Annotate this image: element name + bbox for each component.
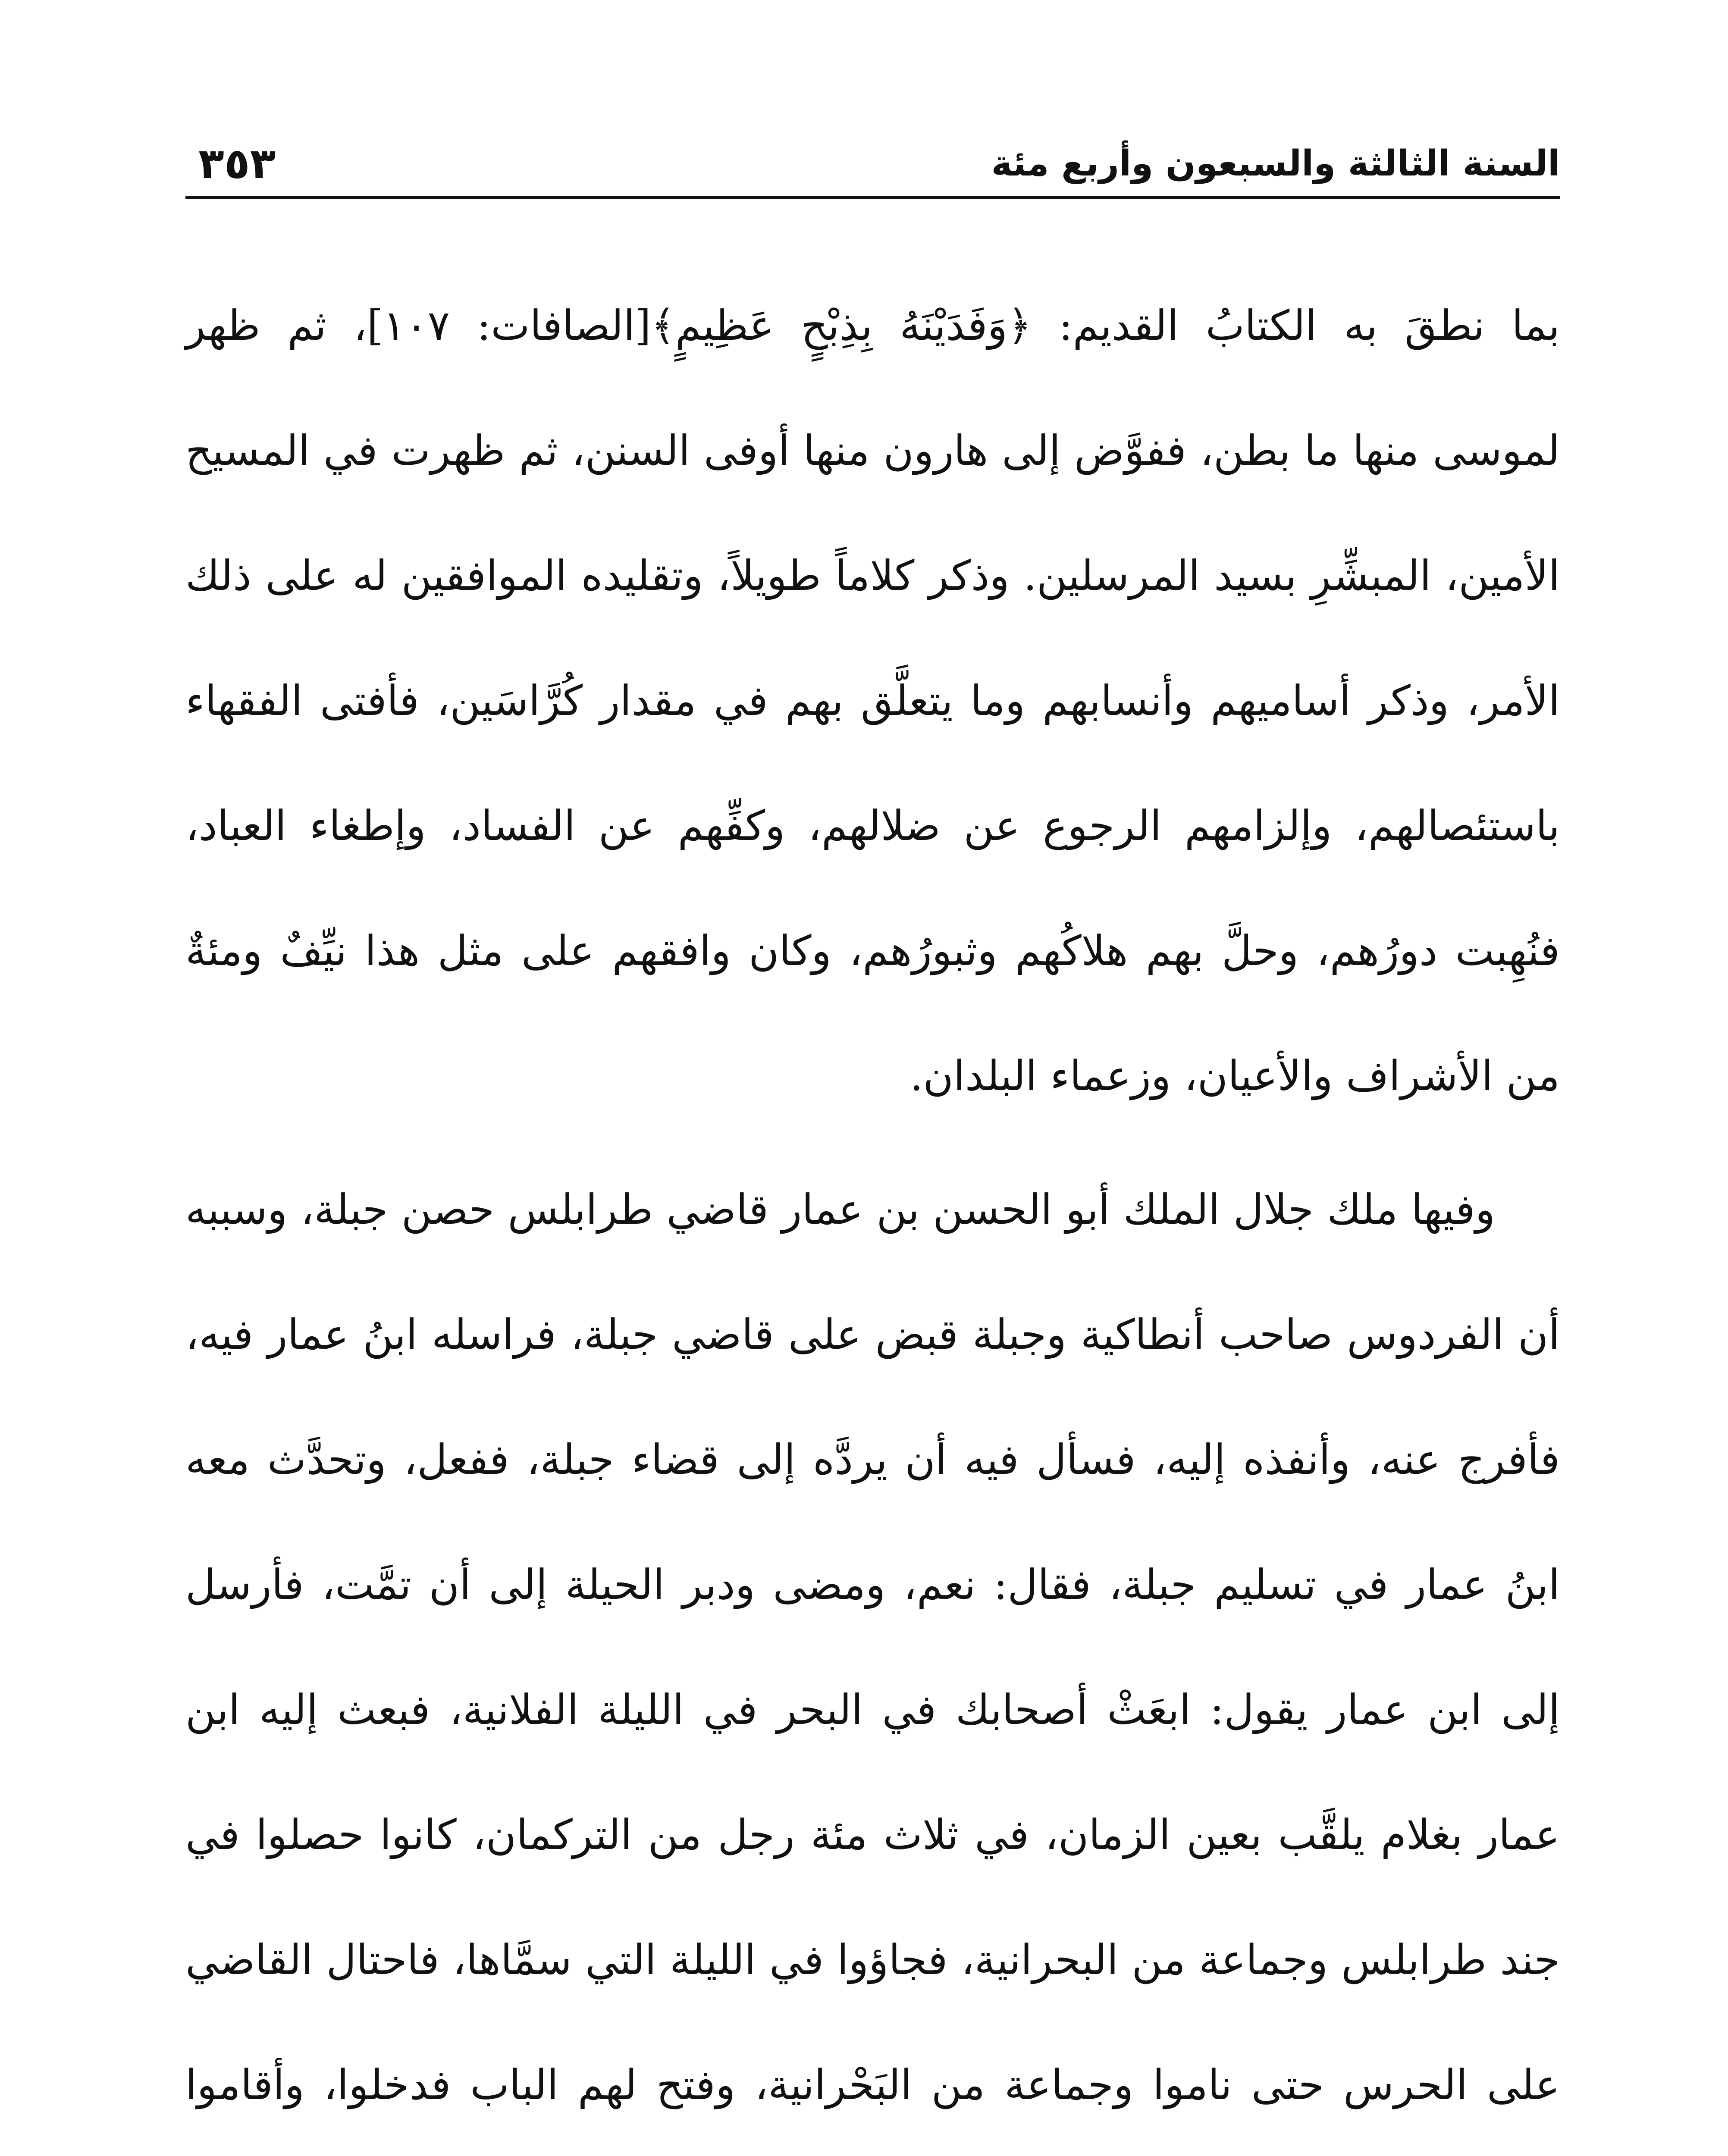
paragraph-continuation: بما نطقَ به الكتابُ القديم: ﴿وَفَدَيْنَهُ بِذِبْحٍ عَظِيمٍ﴾[الصافات: ١٠٧]، ثم ظهر لموسى منها ما بطن، ففوَّض إلى هارون منها أوفى السنن، ثم ظهرت في المسيح الأمين، المبشِّرِ بسيد المرسلين. وذكر كلاماً طويلاً، وتقليده الموافقين له على ذلك الأمر، وذكر أساميهم وأنسابهم وما يتعلَّق بهم في مقدار كُرَّاسَين، فأفتى الفقهاء باستئصالهم، وإلزامهم الرجوع عن ضلالهم، وكفِّهم عن الفساد، وإطغاء العباد، فنُهِبت دورُهم، وحلَّ بهم هلاكُهم وثبورُهم، وكان وافقهم على مثل هذا نيِّفٌ ومئةٌ من الأشراف والأعيان، وزعماء البلدان. (185, 301, 1560, 1100)
main-text (185, 263, 1560, 2156)
running-title: السنة الثالثة والسبعون وأربع مئة (991, 143, 1560, 184)
running-header (185, 129, 1560, 203)
page-number: ٣٥٣ (198, 139, 276, 188)
header-rule (185, 196, 1560, 199)
paragraph-jabala: وفيها ملك جلال الملك أبو الحسن بن عمار قاضي طرابلس حصن جبلة، وسببه أن الفردوس صاحب أنطاكية وجبلة قبض على قاضي جبلة، فراسله ابنُ عمار فيه، فأفرج عنه، وأنفذه إليه، فسأل فيه أن يردَّه إلى قضاء جبلة، ففعل، وتحدَّث معه ابنُ عمار في تسليم جبلة، فقال: نعم، ومضى ودبر الحيلة إلى أن تمَّت، فأرسل إلى ابن عمار يقول: ابعَثْ أصحابك في البحر في الليلة الفلانية، فبعث إليه ابن عمار بغلام يلقَّب بعين الزمان، في ثلاث مئة رجل من التركمان، كانوا حصلوا في جند طرابلس وجماعة من البحرانية، فجاؤوا في الليلة التي سمَّاها، فاحتال القاضي على الحرس حتى ناموا وجماعة من البَحْرانية، وفتح لهم الباب فدخلوا، وأقاموا (185, 1185, 1560, 2109)
